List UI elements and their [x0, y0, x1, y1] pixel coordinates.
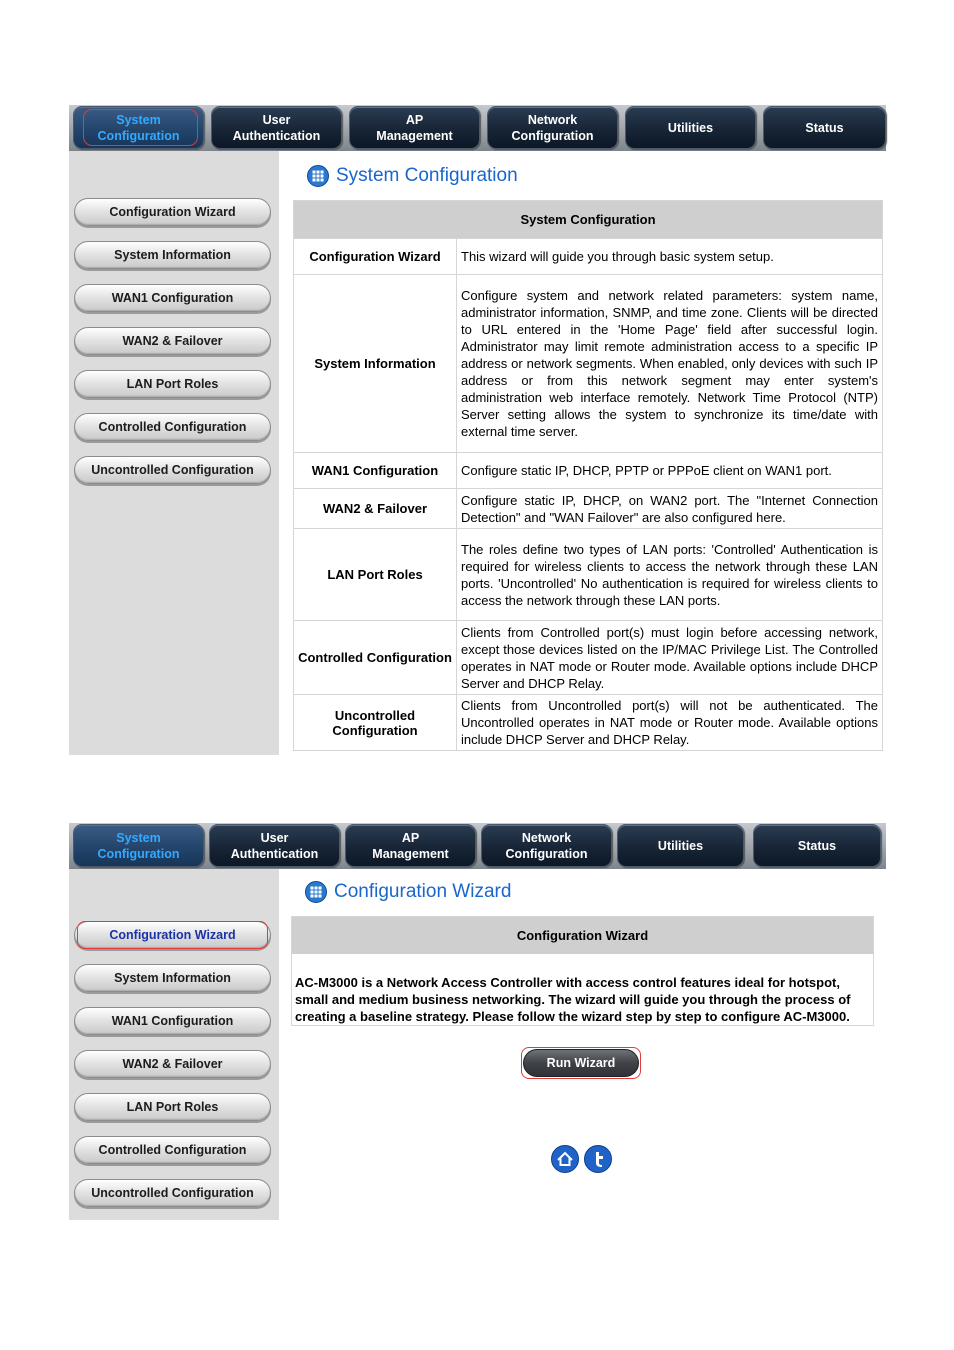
sidebar-item-controlled-configuration[interactable]: Controlled Configuration — [74, 413, 271, 441]
sidebar-item-system-information[interactable]: System Information — [74, 241, 271, 269]
table-row — [294, 275, 883, 453]
tab-label: System Configuration — [97, 830, 180, 861]
tab-label: Network Configuration — [511, 112, 594, 143]
sidebar-item-system-information[interactable]: System Information — [74, 964, 271, 992]
top-tab-bar — [69, 105, 886, 151]
row-description: Configure system and network related parameters: system name, administrator information, SNMP, and time zone. Clients will be directed to URL entered in the 'Home Page' field after successful login. Administrator may limit remote administration access to a specific IP address or network segments. When enabled, only devices with such IP address or from this network segment may enter system's administration web interface remotely. Network Time Protocol (NTP) Server setting allows the system to synchronize its time/date with external time server. — [457, 275, 883, 453]
row-name[interactable]: LAN Port Roles — [294, 529, 457, 621]
page-title — [307, 163, 518, 189]
row-description: Clients from Uncontrolled port(s) will not be authenticated. The Uncontrolled operates in NAT mode or Router mode. Available options include DHCP Server and DHCP Relay. — [457, 695, 883, 751]
sidebar-item-configuration-wizard[interactable]: Configuration Wizard — [74, 198, 271, 226]
row-name[interactable]: Controlled Configuration — [294, 621, 457, 695]
page-title-text: System Configuration — [336, 165, 518, 186]
page-title-text: Configuration Wizard — [334, 881, 512, 902]
sidebar-item-uncontrolled-configuration[interactable]: Uncontrolled Configuration — [74, 1179, 271, 1207]
sidebar-item-wan1-configuration[interactable]: WAN1 Configuration — [74, 1007, 271, 1035]
table-row — [294, 695, 883, 751]
row-name[interactable]: WAN1 Configuration — [294, 453, 457, 489]
tab-utilities[interactable] — [617, 824, 744, 867]
main-content — [279, 869, 886, 1220]
system-configuration-panel — [69, 105, 886, 755]
sidebar-item-uncontrolled-configuration[interactable]: Uncontrolled Configuration — [74, 456, 271, 484]
sidebar-item-lan-port-roles[interactable]: LAN Port Roles — [74, 1093, 271, 1121]
tab-label: Status — [805, 120, 844, 135]
row-description: Configure static IP, DHCP, PPTP or PPPoE client on WAN1 port. — [457, 453, 883, 489]
row-description: The roles define two types of LAN ports: 'Controlled' Authentication is required for wireless clients to access the network through these LAN ports. 'Uncontrolled' No authentication is required for wireless clients to access the network through these LAN ports. — [457, 529, 883, 621]
row-description: This wizard will guide you through basic system setup. — [457, 239, 883, 275]
home-icon[interactable] — [551, 1145, 579, 1173]
wizard-info-box — [291, 916, 874, 1026]
tab-network-configuration[interactable] — [481, 824, 612, 867]
tab-label: Network Configuration — [505, 830, 588, 861]
sidebar — [69, 869, 279, 1220]
system-configuration-table — [293, 200, 883, 751]
tab-ap-management[interactable] — [345, 824, 476, 867]
table-row — [294, 453, 883, 489]
sidebar-item-lan-port-roles[interactable]: LAN Port Roles — [74, 370, 271, 398]
table-row — [294, 529, 883, 621]
page-title — [305, 879, 511, 905]
tab-label: User Authentication — [230, 830, 319, 861]
row-name[interactable]: WAN2 & Failover — [294, 489, 457, 529]
grid-globe-icon — [307, 165, 329, 187]
row-description: Configure static IP, DHCP, on WAN2 port. The "Internet Connection Detection" and "WAN Failover" are also configured here. — [457, 489, 883, 529]
tab-label: Utilities — [657, 838, 704, 853]
sidebar-item-configuration-wizard[interactable]: Configuration Wizard — [74, 921, 271, 949]
tab-label: User Authentication — [232, 112, 321, 143]
row-name[interactable]: Configuration Wizard — [294, 239, 457, 275]
row-name[interactable]: System Information — [294, 275, 457, 453]
tab-utilities[interactable] — [625, 106, 756, 149]
top-tab-bar — [69, 823, 886, 869]
tab-status[interactable] — [753, 824, 881, 867]
table-row — [294, 239, 883, 275]
sidebar — [69, 151, 279, 755]
wizard-description: AC-M3000 is a Network Access Controller with access control features ideal for hotspot, small and medium business networking. The wizard will guide you through the process of creating a baseline strategy. Please follow the wizard step by step to configure AC-M3000. — [295, 975, 851, 1024]
sidebar-item-wan2-failover[interactable]: WAN2 & Failover — [74, 327, 271, 355]
table-row — [294, 489, 883, 529]
tab-label: System Configuration — [97, 112, 180, 143]
wizard-box-header: Configuration Wizard — [292, 917, 873, 954]
run-wizard-button[interactable]: Run Wizard — [523, 1049, 639, 1077]
row-description: Clients from Controlled port(s) must login before accessing network, except those devices listed on the IP/MAC Privilege List. The Controlled operates in NAT mode or Router mode. Available options include DHCP Server and DHCP Relay. — [457, 621, 883, 695]
sidebar-item-wan1-configuration[interactable]: WAN1 Configuration — [74, 284, 271, 312]
tab-system-configuration[interactable] — [73, 824, 204, 867]
tab-network-configuration[interactable] — [487, 106, 618, 149]
sidebar-item-controlled-configuration[interactable]: Controlled Configuration — [74, 1136, 271, 1164]
tab-user-authentication[interactable] — [211, 106, 342, 149]
row-name[interactable]: Uncontrolled Configuration — [294, 695, 457, 751]
tab-ap-management[interactable] — [349, 106, 480, 149]
table-header: System Configuration — [294, 201, 883, 239]
tab-user-authentication[interactable] — [209, 824, 340, 867]
tab-status[interactable] — [763, 106, 886, 149]
up-arrow-icon[interactable] — [584, 1145, 612, 1173]
tab-label: Status — [797, 838, 837, 853]
table-row — [294, 621, 883, 695]
grid-globe-icon — [305, 881, 327, 903]
sidebar-item-wan2-failover[interactable]: WAN2 & Failover — [74, 1050, 271, 1078]
main-content — [279, 151, 886, 755]
tab-system-configuration[interactable] — [73, 106, 204, 149]
tab-label: AP Management — [372, 830, 449, 861]
configuration-wizard-panel — [69, 823, 886, 1220]
tab-label: Utilities — [667, 120, 714, 135]
tab-label: AP Management — [376, 112, 453, 143]
